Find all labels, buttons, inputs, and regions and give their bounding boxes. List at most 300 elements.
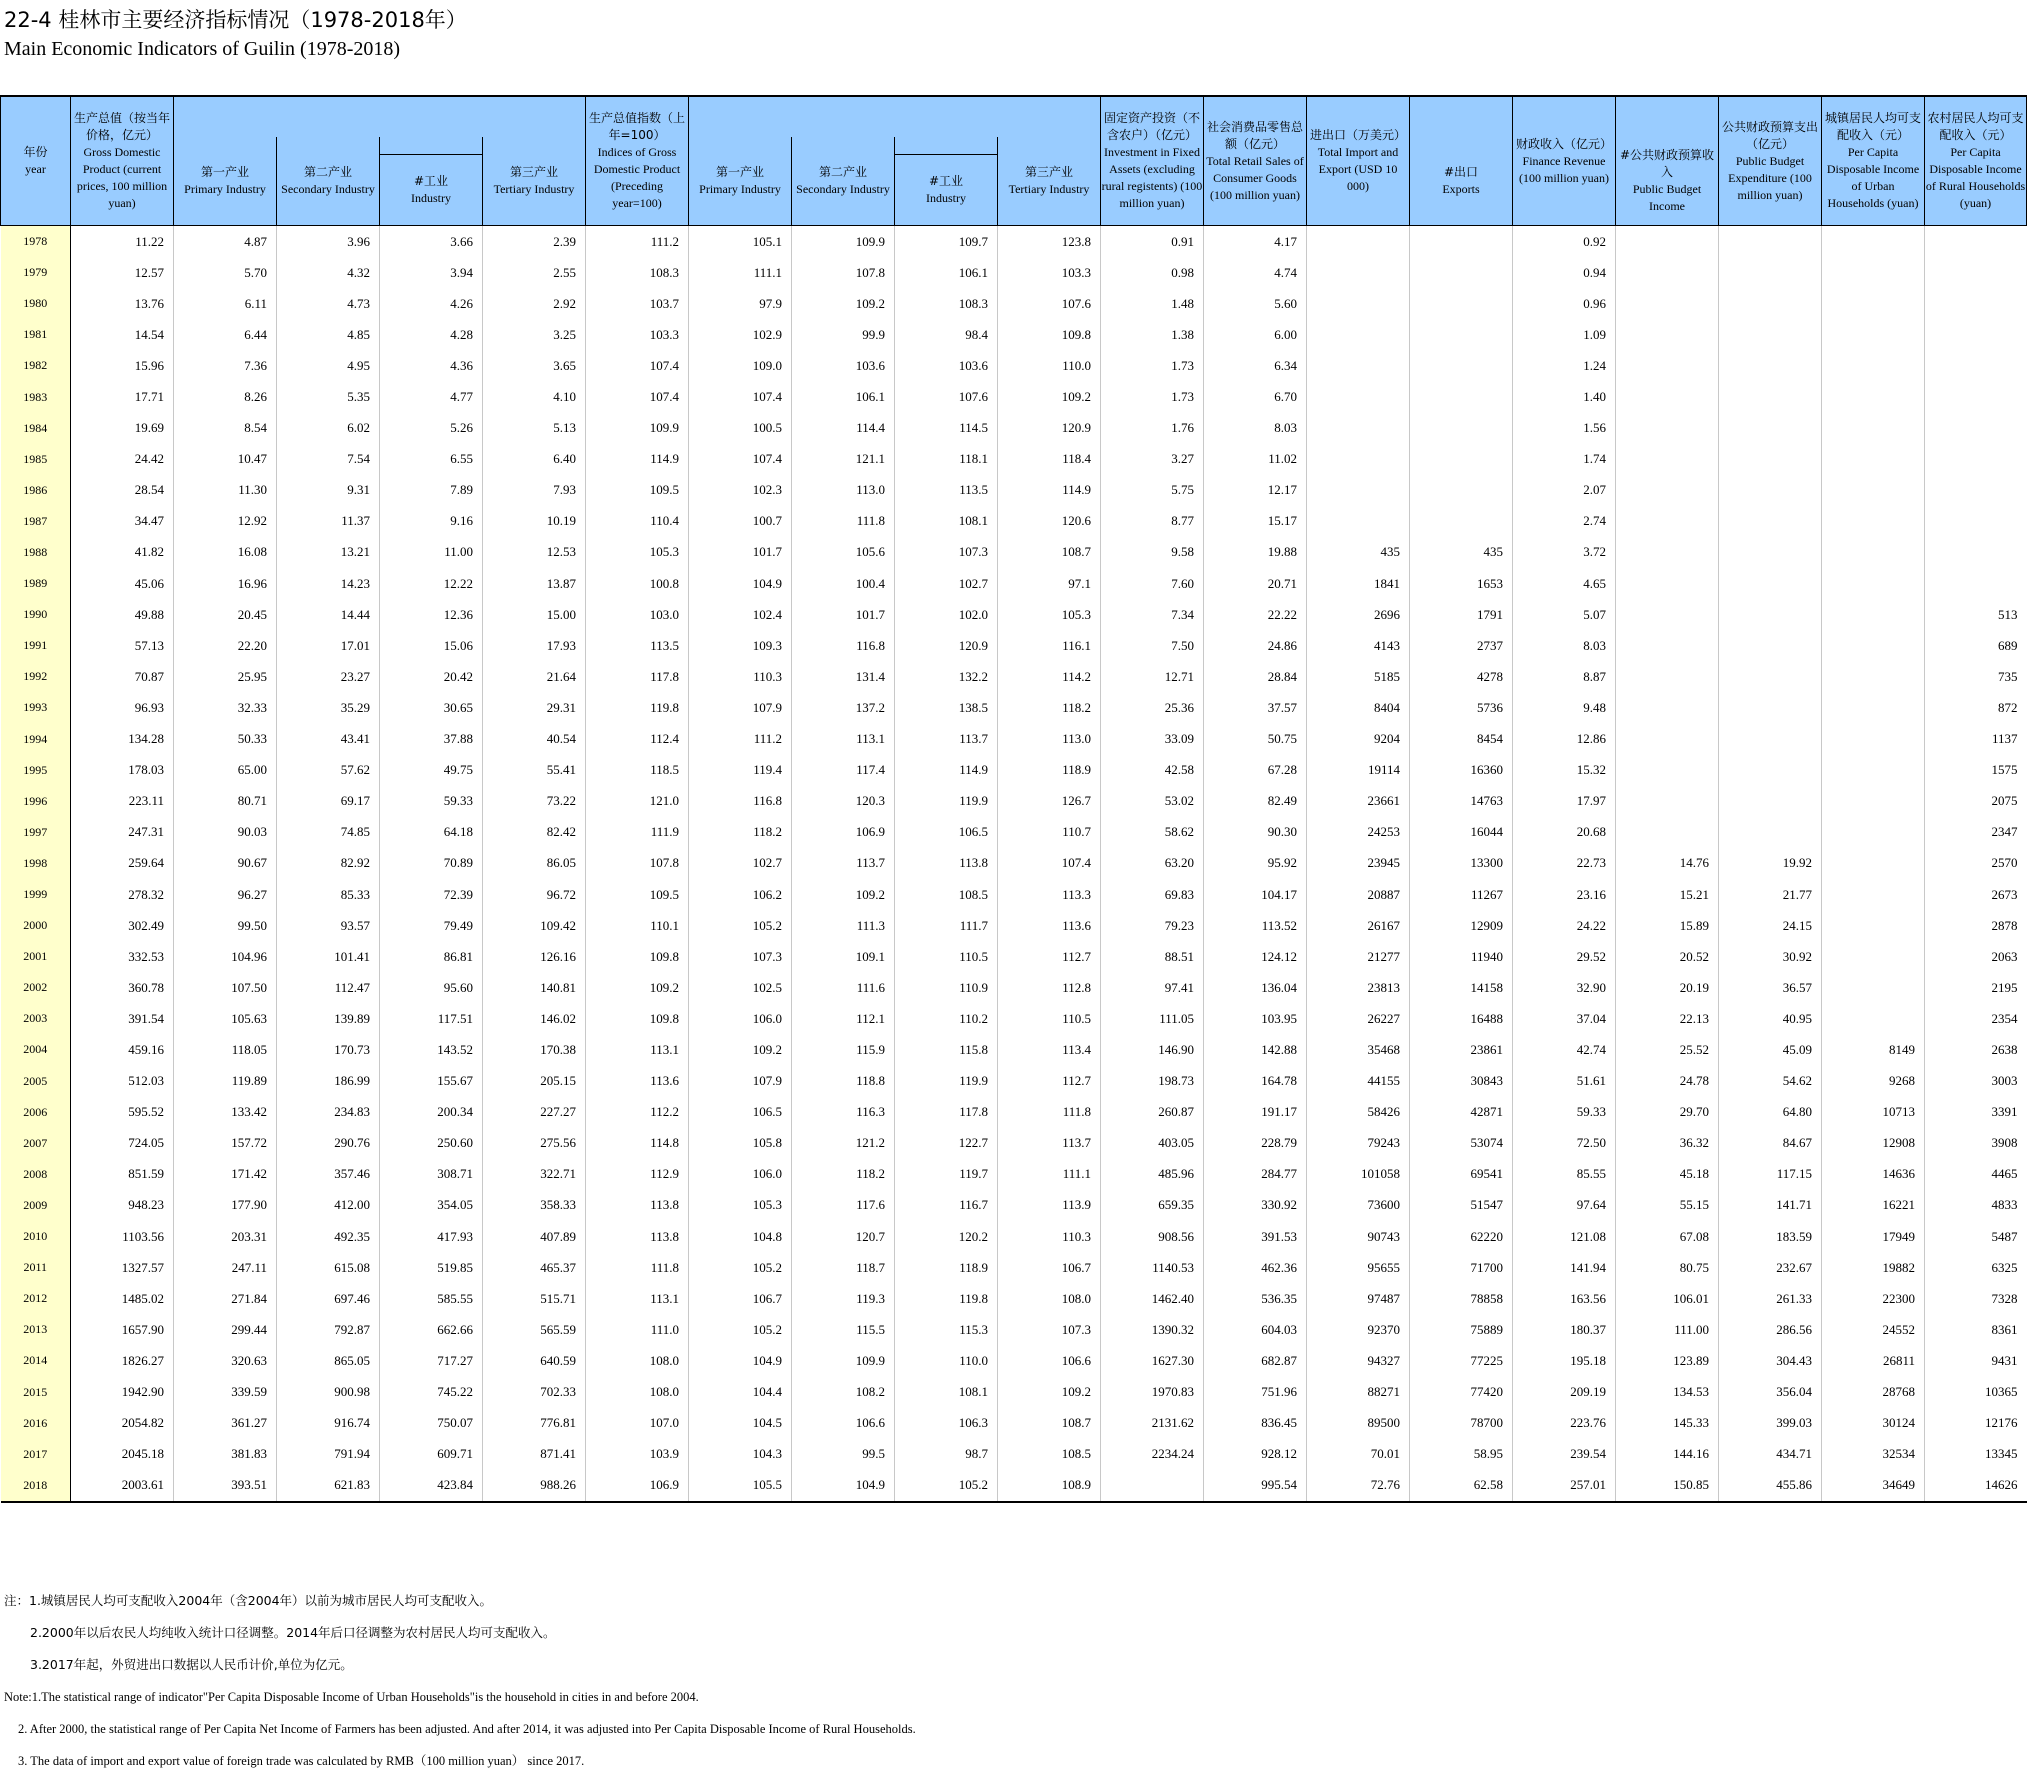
data-cell xyxy=(1719,786,1822,817)
data-cell: 23661 xyxy=(1307,786,1410,817)
year-cell: 1983 xyxy=(1,381,71,412)
data-cell xyxy=(1719,630,1822,661)
data-cell: 223.76 xyxy=(1513,1408,1616,1439)
data-cell: 1970.83 xyxy=(1101,1376,1204,1407)
data-cell: 98.7 xyxy=(895,1439,998,1470)
data-cell: 735 xyxy=(1925,661,2027,692)
data-cell: 10.47 xyxy=(174,444,277,475)
data-cell: 105.2 xyxy=(895,1470,998,1502)
data-cell: 41.82 xyxy=(71,537,174,568)
data-cell: 59.33 xyxy=(1513,1097,1616,1128)
data-cell: 104.8 xyxy=(689,1221,792,1252)
data-cell: 22.20 xyxy=(174,630,277,661)
data-cell: 260.87 xyxy=(1101,1097,1204,1128)
data-cell: 113.1 xyxy=(792,724,895,755)
data-cell: 114.9 xyxy=(895,755,998,786)
data-cell: 108.7 xyxy=(998,1408,1101,1439)
data-cell: 8361 xyxy=(1925,1314,2027,1345)
data-cell: 119.89 xyxy=(174,1066,277,1097)
data-cell: 111.1 xyxy=(998,1159,1101,1190)
data-cell: 22.73 xyxy=(1513,848,1616,879)
year-cell: 2007 xyxy=(1,1128,71,1159)
data-cell: 20.45 xyxy=(174,599,277,630)
data-cell: 42.74 xyxy=(1513,1034,1616,1065)
data-cell: 247.31 xyxy=(71,817,174,848)
year-cell: 1992 xyxy=(1,661,71,692)
data-cell xyxy=(1925,381,2027,412)
data-cell: 15.06 xyxy=(380,630,483,661)
table-row xyxy=(1,941,2027,972)
data-cell: 37.57 xyxy=(1204,692,1307,723)
data-cell: 15.89 xyxy=(1616,910,1719,941)
data-cell: 8.03 xyxy=(1513,630,1616,661)
data-cell: 102.3 xyxy=(689,475,792,506)
data-cell: 108.0 xyxy=(586,1345,689,1376)
data-cell: 609.71 xyxy=(380,1439,483,1470)
year-cell: 1999 xyxy=(1,879,71,910)
data-cell: 115.5 xyxy=(792,1314,895,1345)
data-cell: 120.6 xyxy=(998,506,1101,537)
data-cell: 4.28 xyxy=(380,319,483,350)
data-cell: 1140.53 xyxy=(1101,1252,1204,1283)
data-cell: 55.41 xyxy=(483,755,586,786)
data-cell: 107.4 xyxy=(586,381,689,412)
data-cell: 21.64 xyxy=(483,661,586,692)
data-cell: 492.35 xyxy=(277,1221,380,1252)
data-cell: 40.95 xyxy=(1719,1003,1822,1034)
data-cell: 126.16 xyxy=(483,941,586,972)
data-cell: 6.34 xyxy=(1204,350,1307,381)
data-cell: 7.50 xyxy=(1101,630,1204,661)
data-cell: 42871 xyxy=(1410,1097,1513,1128)
data-cell: 58.62 xyxy=(1101,817,1204,848)
data-cell: 872 xyxy=(1925,692,2027,723)
data-cell: 144.16 xyxy=(1616,1439,1719,1470)
data-cell xyxy=(1719,475,1822,506)
data-cell: 3.94 xyxy=(380,257,483,288)
data-cell: 15.32 xyxy=(1513,755,1616,786)
data-cell: 133.42 xyxy=(174,1097,277,1128)
data-cell: 113.9 xyxy=(998,1190,1101,1221)
data-cell: 20.71 xyxy=(1204,568,1307,599)
data-cell: 23.27 xyxy=(277,661,380,692)
data-cell: 24.78 xyxy=(1616,1066,1719,1097)
data-cell: 177.90 xyxy=(174,1190,277,1221)
data-cell: 908.56 xyxy=(1101,1221,1204,1252)
data-cell xyxy=(1822,568,1925,599)
data-cell: 106.9 xyxy=(586,1470,689,1502)
data-cell: 209.19 xyxy=(1513,1376,1616,1407)
data-cell: 104.5 xyxy=(689,1408,792,1439)
data-cell xyxy=(1822,226,1925,258)
data-cell: 110.2 xyxy=(895,1003,998,1034)
data-cell: 106.5 xyxy=(689,1097,792,1128)
data-cell: 109.42 xyxy=(483,910,586,941)
data-cell: 171.42 xyxy=(174,1159,277,1190)
data-cell: 112.8 xyxy=(998,972,1101,1003)
data-cell: 114.9 xyxy=(586,444,689,475)
data-cell: 101.41 xyxy=(277,941,380,972)
data-cell: 205.15 xyxy=(483,1066,586,1097)
data-cell: 19.88 xyxy=(1204,537,1307,568)
data-cell: 108.7 xyxy=(998,537,1101,568)
data-cell: 95655 xyxy=(1307,1252,1410,1283)
data-cell: 117.15 xyxy=(1719,1159,1822,1190)
table-row xyxy=(1,568,2027,599)
data-cell: 111.2 xyxy=(586,226,689,258)
data-cell: 101.7 xyxy=(689,537,792,568)
data-cell: 59.33 xyxy=(380,786,483,817)
data-cell: 1657.90 xyxy=(71,1314,174,1345)
data-cell: 9204 xyxy=(1307,724,1410,755)
data-cell: 1.73 xyxy=(1101,381,1204,412)
data-cell: 4.73 xyxy=(277,288,380,319)
data-cell: 3003 xyxy=(1925,1066,2027,1097)
data-cell: 11.00 xyxy=(380,537,483,568)
data-cell xyxy=(1925,537,2027,568)
data-cell: 23861 xyxy=(1410,1034,1513,1065)
data-cell: 462.36 xyxy=(1204,1252,1307,1283)
data-cell: 25.52 xyxy=(1616,1034,1719,1065)
data-cell: 12908 xyxy=(1822,1128,1925,1159)
year-cell: 1978 xyxy=(1,226,71,258)
data-cell: 2878 xyxy=(1925,910,2027,941)
data-cell: 106.9 xyxy=(792,817,895,848)
table-body xyxy=(1,226,2027,1502)
data-cell: 123.8 xyxy=(998,226,1101,258)
table-row xyxy=(1,288,2027,319)
data-cell: 423.84 xyxy=(380,1470,483,1502)
data-cell: 290.76 xyxy=(277,1128,380,1159)
data-cell: 95.60 xyxy=(380,972,483,1003)
table-row xyxy=(1,226,2027,258)
data-cell: 17.93 xyxy=(483,630,586,661)
data-cell: 113.6 xyxy=(998,910,1101,941)
data-cell: 11267 xyxy=(1410,879,1513,910)
data-cell: 12.22 xyxy=(380,568,483,599)
year-cell: 2003 xyxy=(1,1003,71,1034)
data-cell xyxy=(1410,475,1513,506)
data-cell: 114.8 xyxy=(586,1128,689,1159)
data-cell: 750.07 xyxy=(380,1408,483,1439)
header-index-tertiary: 第三产业 Tertiary Industry xyxy=(998,137,1101,226)
data-cell: 32.33 xyxy=(174,692,277,723)
data-cell xyxy=(1822,848,1925,879)
data-cell: 6.00 xyxy=(1204,319,1307,350)
data-cell: 109.0 xyxy=(689,350,792,381)
data-cell: 30.92 xyxy=(1719,941,1822,972)
data-cell xyxy=(1822,413,1925,444)
data-cell: 23945 xyxy=(1307,848,1410,879)
data-cell: 302.49 xyxy=(71,910,174,941)
data-cell: 88.51 xyxy=(1101,941,1204,972)
table-row xyxy=(1,848,2027,879)
data-cell: 4.87 xyxy=(174,226,277,258)
data-cell: 2195 xyxy=(1925,972,2027,1003)
data-cell: 3908 xyxy=(1925,1128,2027,1159)
data-cell: 115.3 xyxy=(895,1314,998,1345)
data-cell: 2131.62 xyxy=(1101,1408,1204,1439)
table-row xyxy=(1,319,2027,350)
data-cell: 2737 xyxy=(1410,630,1513,661)
data-cell: 5736 xyxy=(1410,692,1513,723)
data-cell: 792.87 xyxy=(277,1314,380,1345)
data-cell: 120.7 xyxy=(792,1221,895,1252)
data-cell: 97487 xyxy=(1307,1283,1410,1314)
data-cell: 118.1 xyxy=(895,444,998,475)
data-cell: 519.85 xyxy=(380,1252,483,1283)
data-cell: 1.76 xyxy=(1101,413,1204,444)
data-cell: 110.5 xyxy=(895,941,998,972)
data-cell xyxy=(1616,257,1719,288)
data-cell: 109.8 xyxy=(586,1003,689,1034)
data-cell: 6.02 xyxy=(277,413,380,444)
year-cell: 1979 xyxy=(1,257,71,288)
data-cell: 15.00 xyxy=(483,599,586,630)
data-cell: 118.8 xyxy=(792,1066,895,1097)
year-cell: 1998 xyxy=(1,848,71,879)
data-cell: 85.33 xyxy=(277,879,380,910)
header-index-industry-spacer xyxy=(895,137,998,155)
header-gdp-industry-spacer xyxy=(380,137,483,155)
data-cell xyxy=(1925,350,2027,381)
data-cell: 284.77 xyxy=(1204,1159,1307,1190)
data-cell: 29.52 xyxy=(1513,941,1616,972)
data-cell: 107.9 xyxy=(689,1066,792,1097)
data-cell: 111.8 xyxy=(998,1097,1101,1128)
year-cell: 2010 xyxy=(1,1221,71,1252)
table-title-chinese: 22-4 桂林市主要经济指标情况（1978-2018年） xyxy=(4,8,467,32)
data-cell: 113.8 xyxy=(586,1190,689,1221)
data-cell: 271.84 xyxy=(174,1283,277,1314)
data-cell: 20.52 xyxy=(1616,941,1719,972)
data-cell: 4143 xyxy=(1307,630,1410,661)
data-cell: 14626 xyxy=(1925,1470,2027,1502)
data-cell: 112.47 xyxy=(277,972,380,1003)
data-cell: 108.0 xyxy=(998,1283,1101,1314)
data-cell xyxy=(1925,288,2027,319)
table-row xyxy=(1,1470,2027,1502)
data-cell xyxy=(1410,444,1513,475)
header-exports: #出口 Exports xyxy=(1410,137,1513,226)
data-cell: 512.03 xyxy=(71,1066,174,1097)
data-cell: 105.5 xyxy=(689,1470,792,1502)
data-cell: 9268 xyxy=(1822,1066,1925,1097)
data-cell: 121.0 xyxy=(586,786,689,817)
data-cell: 45.06 xyxy=(71,568,174,599)
data-cell: 102.7 xyxy=(689,848,792,879)
data-cell: 145.33 xyxy=(1616,1408,1719,1439)
header-urban-income: 城镇居民人均可支配收入（元） Per Capita Disposable Income of Urban Households (yuan) xyxy=(1822,96,1925,226)
data-cell: 536.35 xyxy=(1204,1283,1307,1314)
data-cell: 250.60 xyxy=(380,1128,483,1159)
data-cell: 1.09 xyxy=(1513,319,1616,350)
data-cell: 86.81 xyxy=(380,941,483,972)
data-cell xyxy=(1719,724,1822,755)
data-cell: 585.55 xyxy=(380,1283,483,1314)
data-cell: 45.18 xyxy=(1616,1159,1719,1190)
footnote-cn-1: 注：1.城镇居民人均可支配收入2004年（含2004年）以前为城市居民人均可支配收入。 xyxy=(4,1593,493,1608)
header-gdp-primary: 第一产业 Primary Industry xyxy=(174,137,277,226)
data-cell: 103.7 xyxy=(586,288,689,319)
data-cell: 43.41 xyxy=(277,724,380,755)
data-cell: 113.5 xyxy=(586,630,689,661)
table-row xyxy=(1,1314,2027,1345)
data-cell: 84.67 xyxy=(1719,1128,1822,1159)
data-cell: 948.23 xyxy=(71,1190,174,1221)
data-cell: 79243 xyxy=(1307,1128,1410,1159)
data-cell: 178.03 xyxy=(71,755,174,786)
data-cell: 119.4 xyxy=(689,755,792,786)
data-cell: 98.4 xyxy=(895,319,998,350)
data-cell: 64.80 xyxy=(1719,1097,1822,1128)
data-cell: 104.96 xyxy=(174,941,277,972)
data-cell: 2.55 xyxy=(483,257,586,288)
data-cell: 11.02 xyxy=(1204,444,1307,475)
data-cell: 112.4 xyxy=(586,724,689,755)
table-row xyxy=(1,910,2027,941)
data-cell: 186.99 xyxy=(277,1066,380,1097)
data-cell: 92370 xyxy=(1307,1314,1410,1345)
data-cell: 5.13 xyxy=(483,413,586,444)
data-cell xyxy=(1925,475,2027,506)
table-row xyxy=(1,599,2027,630)
data-cell: 4.95 xyxy=(277,350,380,381)
data-cell: 9.58 xyxy=(1101,537,1204,568)
data-cell xyxy=(1307,506,1410,537)
year-cell: 1980 xyxy=(1,288,71,319)
data-cell: 116.8 xyxy=(792,630,895,661)
data-cell xyxy=(1719,755,1822,786)
year-cell: 1985 xyxy=(1,444,71,475)
table-row xyxy=(1,1159,2027,1190)
data-cell xyxy=(1101,1470,1204,1502)
data-cell: 13.87 xyxy=(483,568,586,599)
data-cell xyxy=(1822,506,1925,537)
data-cell: 16.08 xyxy=(174,537,277,568)
data-cell xyxy=(1719,350,1822,381)
data-cell: 113.0 xyxy=(792,475,895,506)
data-cell: 164.78 xyxy=(1204,1066,1307,1097)
data-cell: 360.78 xyxy=(71,972,174,1003)
data-cell: 24552 xyxy=(1822,1314,1925,1345)
data-cell: 102.4 xyxy=(689,599,792,630)
data-cell: 299.44 xyxy=(174,1314,277,1345)
data-cell: 24253 xyxy=(1307,817,1410,848)
data-cell xyxy=(1822,630,1925,661)
data-cell: 6.11 xyxy=(174,288,277,319)
data-cell: 28.54 xyxy=(71,475,174,506)
data-cell: 112.1 xyxy=(792,1003,895,1034)
data-cell: 131.4 xyxy=(792,661,895,692)
data-cell: 89500 xyxy=(1307,1408,1410,1439)
data-cell: 69.83 xyxy=(1101,879,1204,910)
table-row xyxy=(1,1408,2027,1439)
data-cell: 4.36 xyxy=(380,350,483,381)
data-cell: 286.56 xyxy=(1719,1314,1822,1345)
data-cell: 96.93 xyxy=(71,692,174,723)
data-cell: 261.33 xyxy=(1719,1283,1822,1314)
data-cell: 1137 xyxy=(1925,724,2027,755)
data-cell xyxy=(1616,319,1719,350)
data-cell: 1.48 xyxy=(1101,288,1204,319)
data-cell: 103.95 xyxy=(1204,1003,1307,1034)
data-cell xyxy=(1822,599,1925,630)
data-cell: 916.74 xyxy=(277,1408,380,1439)
data-cell: 12909 xyxy=(1410,910,1513,941)
data-cell: 200.34 xyxy=(380,1097,483,1128)
data-cell: 146.90 xyxy=(1101,1034,1204,1065)
data-cell: 358.33 xyxy=(483,1190,586,1221)
data-cell: 198.73 xyxy=(1101,1066,1204,1097)
data-cell: 30.65 xyxy=(380,692,483,723)
data-cell: 103.6 xyxy=(895,350,998,381)
data-cell: 12.71 xyxy=(1101,661,1204,692)
data-cell: 118.2 xyxy=(689,817,792,848)
data-cell: 682.87 xyxy=(1204,1345,1307,1376)
data-cell xyxy=(1410,319,1513,350)
year-cell: 1991 xyxy=(1,630,71,661)
data-cell: 28768 xyxy=(1822,1376,1925,1407)
data-cell: 122.7 xyxy=(895,1128,998,1159)
year-cell: 2013 xyxy=(1,1314,71,1345)
data-cell: 104.9 xyxy=(689,1345,792,1376)
data-cell: 115.8 xyxy=(895,1034,998,1065)
data-cell: 361.27 xyxy=(174,1408,277,1439)
data-cell: 110.1 xyxy=(586,910,689,941)
data-cell: 25.36 xyxy=(1101,692,1204,723)
header-budget-expenditure: 公共财政预算支出（亿元） Public Budget Expenditure (100 million yuan) xyxy=(1719,96,1822,226)
data-cell: 180.37 xyxy=(1513,1314,1616,1345)
data-cell: 109.8 xyxy=(586,941,689,972)
data-cell xyxy=(1307,444,1410,475)
data-cell: 8404 xyxy=(1307,692,1410,723)
data-cell: 106.0 xyxy=(689,1159,792,1190)
data-cell: 109.2 xyxy=(998,381,1101,412)
data-cell: 25.95 xyxy=(174,661,277,692)
data-cell: 96.72 xyxy=(483,879,586,910)
data-cell: 275.56 xyxy=(483,1128,586,1159)
year-cell: 1996 xyxy=(1,786,71,817)
data-cell xyxy=(1822,475,1925,506)
data-cell: 94327 xyxy=(1307,1345,1410,1376)
data-cell: 5.26 xyxy=(380,413,483,444)
data-cell: 2.07 xyxy=(1513,475,1616,506)
header-gdp-tertiary: 第三产业 Tertiary Industry xyxy=(483,137,586,226)
table-row xyxy=(1,1097,2027,1128)
data-cell: 157.72 xyxy=(174,1128,277,1159)
table-row xyxy=(1,879,2027,910)
data-cell: 100.4 xyxy=(792,568,895,599)
table-row xyxy=(1,1128,2027,1159)
data-cell xyxy=(1719,413,1822,444)
data-cell: 17.01 xyxy=(277,630,380,661)
data-cell: 259.64 xyxy=(71,848,174,879)
data-cell: 465.37 xyxy=(483,1252,586,1283)
data-cell: 239.54 xyxy=(1513,1439,1616,1470)
data-cell: 26227 xyxy=(1307,1003,1410,1034)
data-cell: 995.54 xyxy=(1204,1470,1307,1502)
data-cell xyxy=(1307,350,1410,381)
data-cell: 354.05 xyxy=(380,1190,483,1221)
data-cell: 2673 xyxy=(1925,879,2027,910)
data-cell: 1.74 xyxy=(1513,444,1616,475)
data-cell: 134.53 xyxy=(1616,1376,1719,1407)
data-cell: 13.21 xyxy=(277,537,380,568)
data-cell: 16044 xyxy=(1410,817,1513,848)
data-cell xyxy=(1719,537,1822,568)
data-cell: 228.79 xyxy=(1204,1128,1307,1159)
